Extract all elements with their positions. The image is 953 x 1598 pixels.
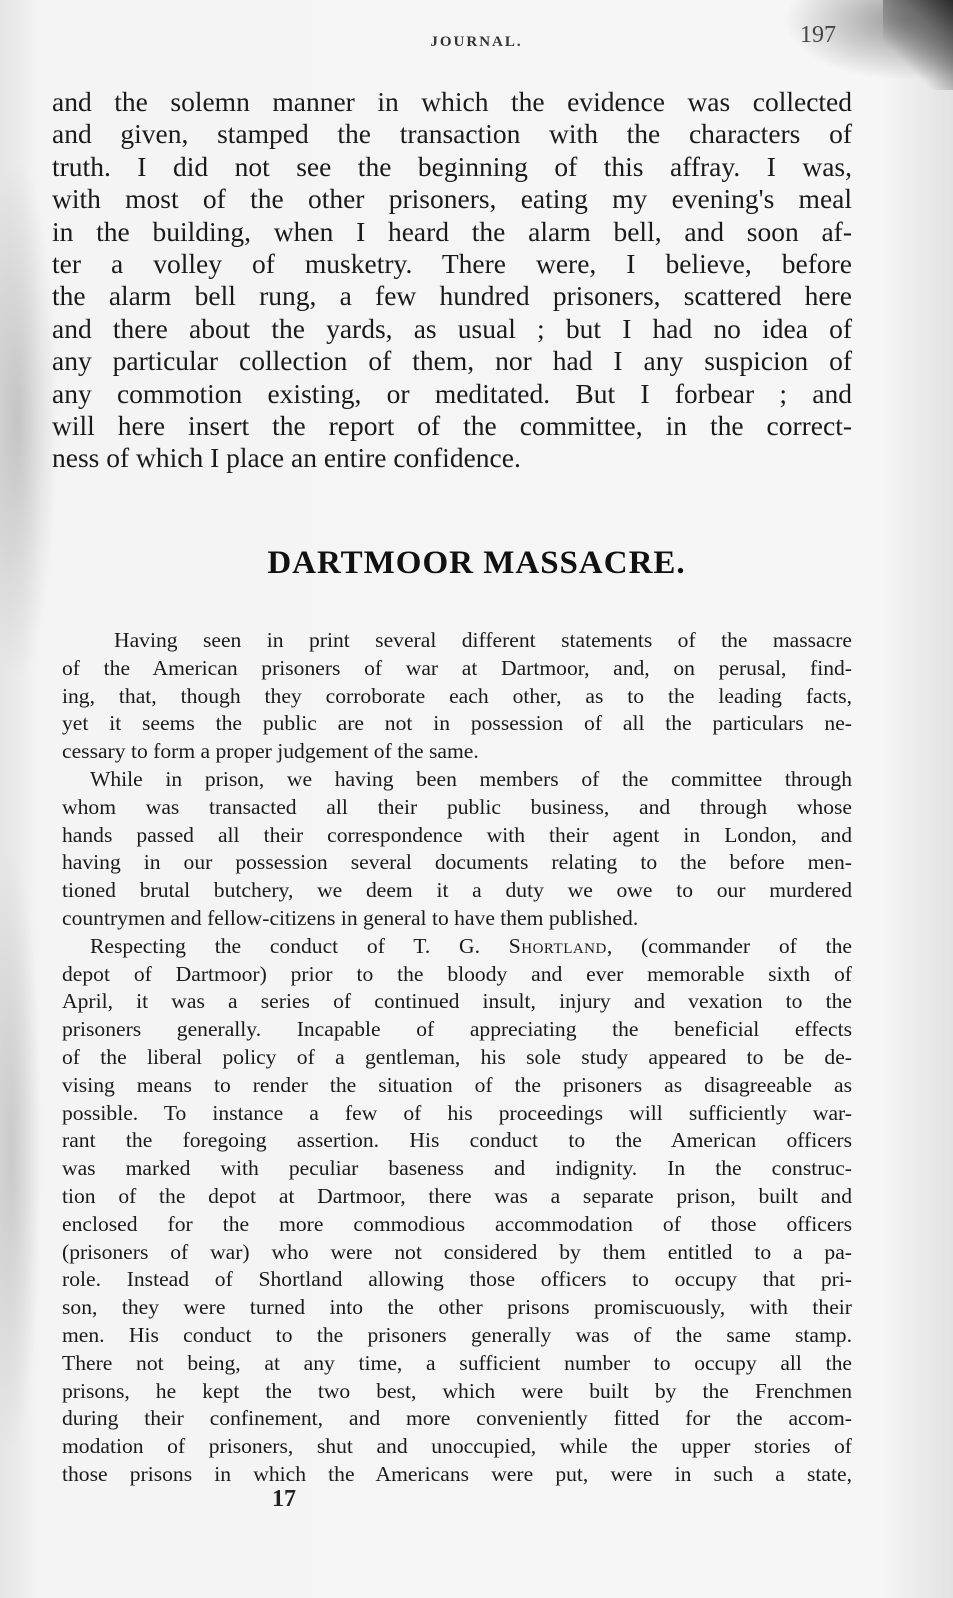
body-line: having in our possession several documents relating to the before men- xyxy=(62,850,852,875)
intro-line: truth. I did not see the beginning of this affray. I was, xyxy=(52,150,852,182)
body-line: enclosed for the more commodious accommodation of those officers xyxy=(62,1211,852,1236)
body-line: role. Instead of Shortland allowing those officers to occupy that pri- xyxy=(62,1267,852,1292)
body-line: hands passed all their correspondence with their agent in London, and xyxy=(62,822,852,847)
body-line: rant the foregoing assertion. His conduct to the American officers xyxy=(62,1128,852,1153)
intro-line: any particular collection of them, nor had I any suspicion of xyxy=(52,345,852,377)
page-number: 197 xyxy=(800,22,836,48)
body-line: vising means to render the situation of the prisoners as disagreeable as xyxy=(62,1072,852,1097)
body-line: whom was transacted all their public business, and through whose xyxy=(62,794,852,819)
intro-line: with most of the other prisoners, eating my evening's meal xyxy=(52,183,852,215)
intro-line: any commotion existing, or meditated. But I forbear ; and xyxy=(52,377,852,409)
intro-paragraph xyxy=(52,86,852,475)
commander-name: Shortland xyxy=(508,933,607,958)
signature-mark: 17 xyxy=(272,1486,296,1512)
body-line: son, they were turned into the other prisons promiscuously, with their xyxy=(62,1295,852,1320)
body-line: prisoners generally. Incapable of appreciating the beneficial effects xyxy=(62,1017,852,1042)
section-heading: DARTMOOR MASSACRE. xyxy=(267,545,686,581)
body-line: There not being, at any time, a sufficient number to occupy all the xyxy=(62,1350,852,1375)
body-line: during their confinement, and more conveniently fitted for the accom- xyxy=(62,1406,852,1431)
intro-line: and given, stamped the transaction with the characters of xyxy=(52,118,852,150)
intro-line: ter a volley of musketry. There were, I believe, before xyxy=(52,248,852,280)
intro-line: and the solemn manner in which the evidence was collected xyxy=(52,86,852,117)
intro-line: and there about the yards, as usual ; but I had no idea of xyxy=(52,312,852,344)
body-line: those prisons in which the Americans were put, were in such a state, xyxy=(62,1461,852,1486)
body-line: April, it was a series of continued insult, injury and vexation to the xyxy=(62,989,852,1014)
body-line: prisons, he kept the two best, which were built by the Frenchmen xyxy=(62,1378,852,1403)
body-line: possible. To instance a few of his proceedings will sufficiently war- xyxy=(62,1100,852,1125)
body-line: (prisoners of war) who were not considered by them entitled to a pa- xyxy=(62,1239,852,1264)
body-line: cessary to form a proper judgement of the same. xyxy=(62,739,479,764)
body-line: was marked with peculiar baseness and indignity. In the construc- xyxy=(62,1156,852,1181)
intro-line: ness of which I place an entire confidence. xyxy=(52,442,521,474)
body-line: While in prison, we having been members of the committee through xyxy=(90,766,852,791)
body-line: countrymen and fellow-citizens in general to have them published. xyxy=(62,905,639,930)
running-head: JOURNAL. xyxy=(430,34,523,50)
intro-line: will here insert the report of the committee, in the correct- xyxy=(52,410,852,442)
body-line: ing, that, though they corroborate each other, as to the leading facts, xyxy=(62,683,852,708)
intro-line: in the building, when I heard the alarm bell, and soon af- xyxy=(52,215,852,247)
body-line: depot of Dartmoor) prior to the bloody and ever memorable sixth of xyxy=(62,961,852,986)
body-line: Having seen in print several different statements of the massacre xyxy=(114,628,852,652)
body-line: yet it seems the public are not in possession of all the particulars ne- xyxy=(62,711,852,736)
body-line: men. His conduct to the prisoners generally was of the same stamp. xyxy=(62,1322,852,1347)
body-line xyxy=(62,933,852,961)
report-body xyxy=(62,627,852,1489)
body-line: of the liberal policy of a gentleman, his sole study appeared to be de- xyxy=(62,1044,852,1069)
body-text: Respecting the conduct of T. G. xyxy=(90,933,509,958)
body-line: of the American prisoners of war at Dartmoor, and, on perusal, find- xyxy=(62,655,852,680)
body-text: , (commander of the xyxy=(606,933,852,958)
body-line: tioned brutal butchery, we deem it a duty we owe to our murdered xyxy=(62,878,852,903)
intro-line: the alarm bell rung, a few hundred prisoners, scattered here xyxy=(52,280,852,312)
body-line: modation of prisoners, shut and unoccupied, while the upper stories of xyxy=(62,1434,852,1459)
body-line: tion of the depot at Dartmoor, there was a separate prison, built and xyxy=(62,1183,852,1208)
